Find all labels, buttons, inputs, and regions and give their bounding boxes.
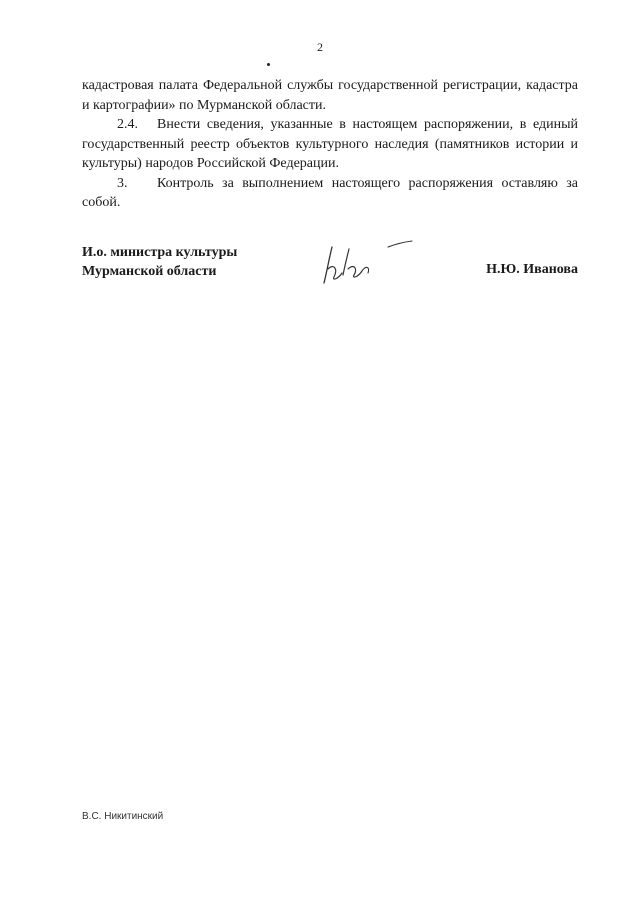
signer-title-line2: Мурманской области: [82, 264, 217, 279]
paragraph-text: Внести сведения, указанные в настоящем распоряжении, в единый государственный реестр объектов культурного наследия (памятников истории и культуры) народов Российской Федерации.: [82, 117, 578, 171]
paragraph-3: [82, 174, 578, 213]
document-body: [82, 76, 578, 213]
paragraph-number: 2.4.: [117, 117, 138, 132]
paragraph-2-4: [82, 115, 578, 174]
signature-block: [82, 243, 578, 293]
paragraph-continuation: кадастровая палата Федеральной службы государственной регистрации, кадастра и картографии» по Мурманской области.: [82, 78, 578, 113]
signer-name: Н.Ю. Иванова: [486, 262, 578, 277]
page-number: 2: [317, 40, 323, 54]
signer-title-line1: И.о. министра культуры: [82, 245, 238, 260]
scan-dot: [267, 63, 270, 66]
paragraph-number: 3.: [117, 175, 128, 191]
executor-note: В.С. Никитинский: [82, 811, 164, 822]
paragraph-text: Контроль за выполнением настоящего распоряжения оставляю за собой.: [82, 175, 578, 210]
handwritten-signature-icon: [310, 239, 420, 289]
